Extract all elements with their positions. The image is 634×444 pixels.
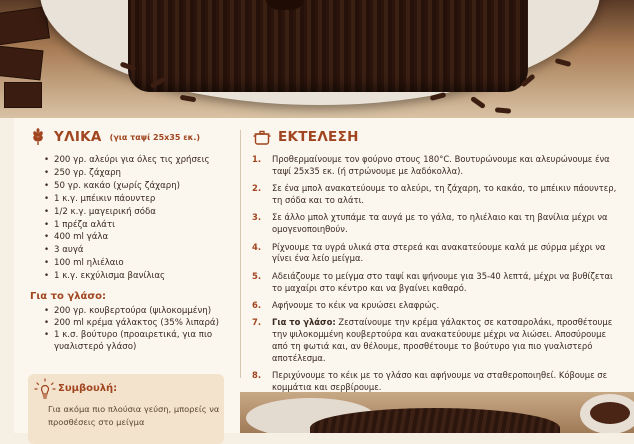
ingredients-list xyxy=(28,154,233,283)
glaze-list xyxy=(28,305,233,353)
method-section xyxy=(252,126,624,399)
list-item xyxy=(252,242,624,266)
list-item xyxy=(252,370,624,394)
list-item: • 1 κ.γ. μπέικιν πάουντερ xyxy=(44,193,233,206)
ingredients-subtitle: (για ταψί 25x35 εκ.) xyxy=(109,132,201,142)
list-item xyxy=(252,212,624,236)
ingredients-section xyxy=(28,126,233,353)
list-item: • 100 ml ηλιέλαιο xyxy=(44,257,233,270)
ingredients-header xyxy=(28,126,233,148)
list-item: • 250 γρ. ζάχαρη xyxy=(44,167,233,180)
cake-photo xyxy=(0,0,634,118)
bottom-cake-photo xyxy=(240,392,634,433)
list-item xyxy=(252,154,624,178)
step-number: 5. xyxy=(252,270,262,281)
step-number: 7. xyxy=(252,317,262,328)
method-steps xyxy=(252,154,624,394)
step-number: 2. xyxy=(252,183,262,194)
tip-title: Συμβουλή: xyxy=(58,383,118,394)
step-text-body: Ζεσταίνουμε την κρέμα γάλακτος σε κατσαρολάκι, προσθέτουμε την ψιλοκομμένη κουβερτούρα και ανακατεύουμε μέχρι να λιώσει. Αποσύρουμε από τη φωτιά και, αν θέλουμε, προσθέτουμε το βούτυρο για πιο γυαλιστερό αποτέλεσμα. xyxy=(272,317,613,363)
step-number: 1. xyxy=(252,154,262,164)
list-item xyxy=(252,300,624,312)
list-item: • 1 κ.γ. εκχύλισμα βανίλιας xyxy=(44,270,233,283)
list-item: • 1 κ.σ. βούτυρο (προαιρετικά, για πιο γυαλιστερό γλάσο) xyxy=(44,329,233,353)
list-item: • 400 ml γάλα xyxy=(44,231,233,244)
step-text: Ρίχνουμε τα υγρά υλικά στα στερεά και ανακατεύουμε καλά με σύρμα μέχρι να γίνει ένα λείο μείγμα. xyxy=(272,241,606,264)
glaze-title: Για το γλάσο: xyxy=(30,291,107,303)
cooking-pot-icon xyxy=(252,127,272,147)
step-text: Αφήνουμε το κέικ να κρυώσει ελαφρώς. xyxy=(272,299,440,310)
method-header xyxy=(252,126,624,148)
list-item: • 1 πρέζα αλάτι xyxy=(44,219,233,232)
list-item: • 50 γρ. κακάο (χωρίς ζάχαρη) xyxy=(44,180,233,193)
list-item: • 200 γρ. κουβερτούρα (ψιλοκομμένη) xyxy=(44,305,233,317)
step-number: 8. xyxy=(252,370,262,381)
step-text: Σε άλλο μπολ χτυπάμε τα αυγά με το γάλα, το ηλιέλαιο και τη βανίλια μέχρι να ομογενοποιηθούν. xyxy=(272,212,608,235)
list-item xyxy=(252,271,624,295)
list-item xyxy=(252,317,624,364)
list-item: • 200 γρ. αλεύρι για όλες τις χρήσεις xyxy=(44,154,233,167)
step-number: 3. xyxy=(252,212,262,223)
lightbulb-icon xyxy=(34,378,56,404)
step-bold-label: Για το γλάσο: xyxy=(272,317,336,328)
ingredients-title: ΥΛΙΚΑ xyxy=(54,129,102,145)
list-item: • 200 ml κρέμα γάλακτος (35% λιπαρά) xyxy=(44,317,233,329)
step-number: 6. xyxy=(252,299,262,310)
column-divider xyxy=(240,130,241,378)
wheat-icon xyxy=(28,127,48,147)
step-text: Προθερμαίνουμε τον φούρνο στους 180°C. Βουτυρώνουμε και αλευρώνουμε ένα ταψί 25x35 εκ. (ή στρώνουμε με λαδόκολλα). xyxy=(272,154,610,176)
list-item: • 1/2 κ.γ. μαγειρική σόδα xyxy=(44,206,233,219)
step-text xyxy=(272,317,624,364)
step-text: Σε ένα μπολ ανακατεύουμε το αλεύρι, τη ζάχαρη, το κακάο, το μπέικιν πάουντερ, τη σόδα και το αλάτι. xyxy=(272,183,617,205)
tip-text: Για ακόμα πιο πλούσια γεύση, μπορείς να προσθέσεις στο μείγμα xyxy=(48,404,220,427)
method-title: ΕΚΤΕΛΕΣΗ xyxy=(278,129,359,145)
step-number: 4. xyxy=(252,241,262,252)
tip-box xyxy=(28,374,224,444)
step-text: Περιχύνουμε το κέικ με το γλάσο και αφήνουμε να σταθεροποιηθεί. Κόβουμε σε κομμάτια και σερβίρουμε. xyxy=(272,370,608,392)
list-item: • 3 αυγά xyxy=(44,244,233,257)
step-text: Αδειάζουμε το μείγμα στο ταψί και ψήνουμε για 35-40 λεπτά, μέχρι να βυθίζεται το μαχαίρι στο κέντρο και να βγαίνει καθαρό. xyxy=(272,270,613,293)
list-item xyxy=(252,183,624,207)
